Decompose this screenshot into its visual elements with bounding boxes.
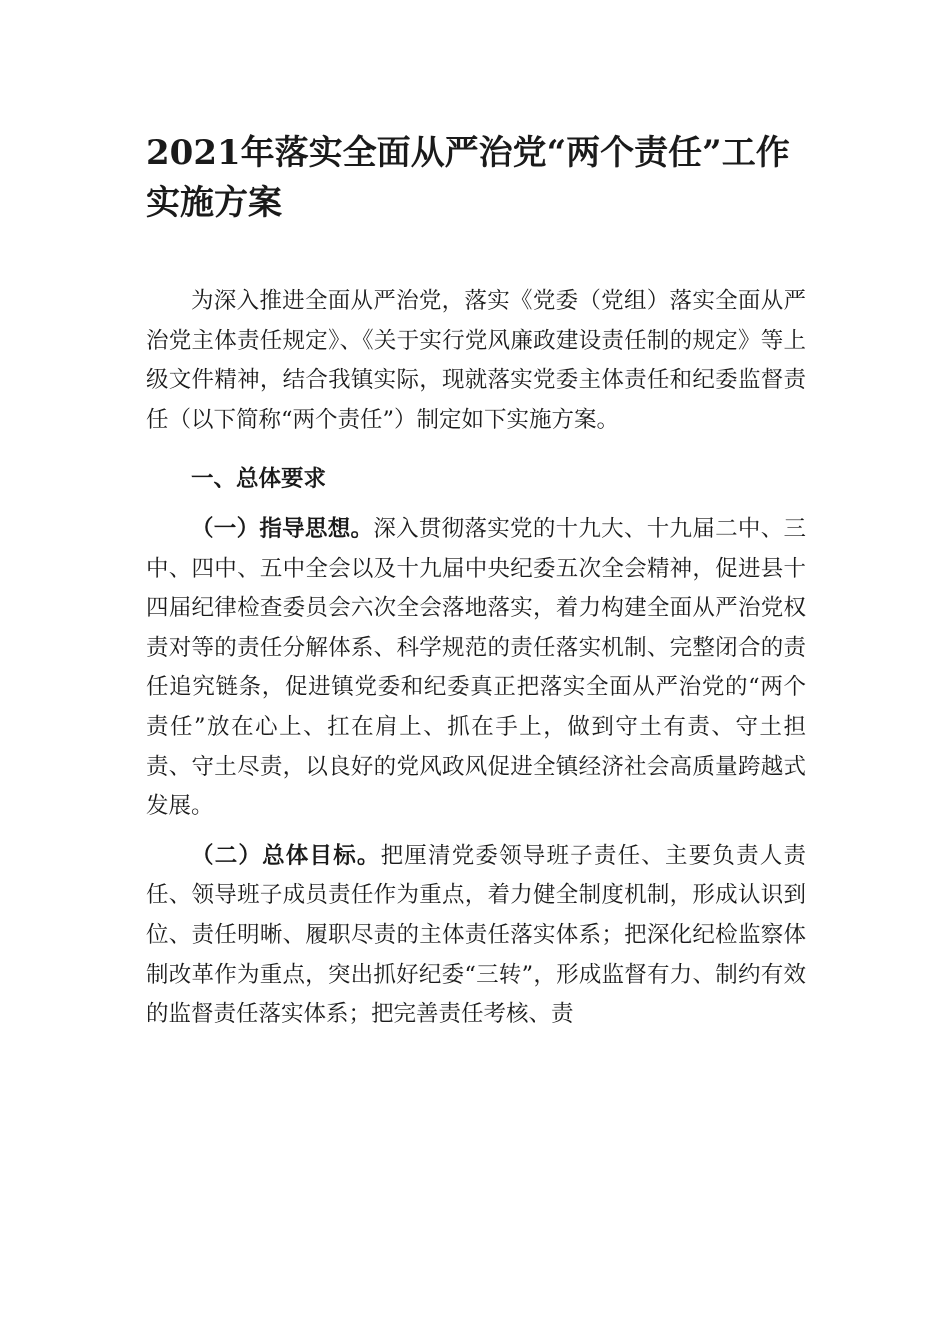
overall-goal-paragraph [146, 837, 806, 1035]
overall-goal-text: 把厘清党委领导班子责任、主要负责人责任、领导班子成员责任作为重点，着力健全制度机制，形成认识到位、责任明晰、履职尽责的主体责任落实体系；把深化纪检监察体制改革作为重点，突出抓好纪委“三转”，形成监督有力、制约有效的监督责任落实体系；把完善责任考核、责 [146, 842, 806, 1028]
guiding-ideology-paragraph [146, 510, 806, 827]
overall-goal-lead: （二）总体目标。 [191, 842, 381, 869]
document-title: 2021年落实全面从严治党“两个责任”工作实施方案 [146, 133, 790, 223]
spacer [146, 440, 806, 450]
section-heading: 一、总体要求 [191, 466, 327, 493]
guiding-ideology-text: 深入贯彻落实党的十九大、十九届二中、三中、四中、五中全会以及十九届中央纪委五次全会精神，促进县十四届纪律检查委员会六次全会落地落实，着力构建全面从严治党权责对等的责任分解体系、科学规范的责任落实机制、完整闭合的责任追究链条，促进镇党委和纪委真正把落实全面从严治党的“两个责任”放在心上、扛在肩上、抓在手上，做到守土有责、守土担责、守土尽责，以良好的党风政风促进全镇经济社会高质量跨越式发展。 [146, 515, 806, 820]
document-body [146, 282, 806, 1035]
spacer [146, 827, 806, 837]
intro-paragraph: 为深入推进全面从严治党，落实《党委（党组）落实全面从严治党主体责任规定》、《关于实行党风廉政建设责任制的规定》等上级文件精神，结合我镇实际，现就落实党委主体责任和纪委监督责任（以下简称“两个责任”）制定如下实施方案。 [146, 288, 806, 433]
guiding-ideology-lead: （一）指导思想。 [191, 515, 374, 542]
